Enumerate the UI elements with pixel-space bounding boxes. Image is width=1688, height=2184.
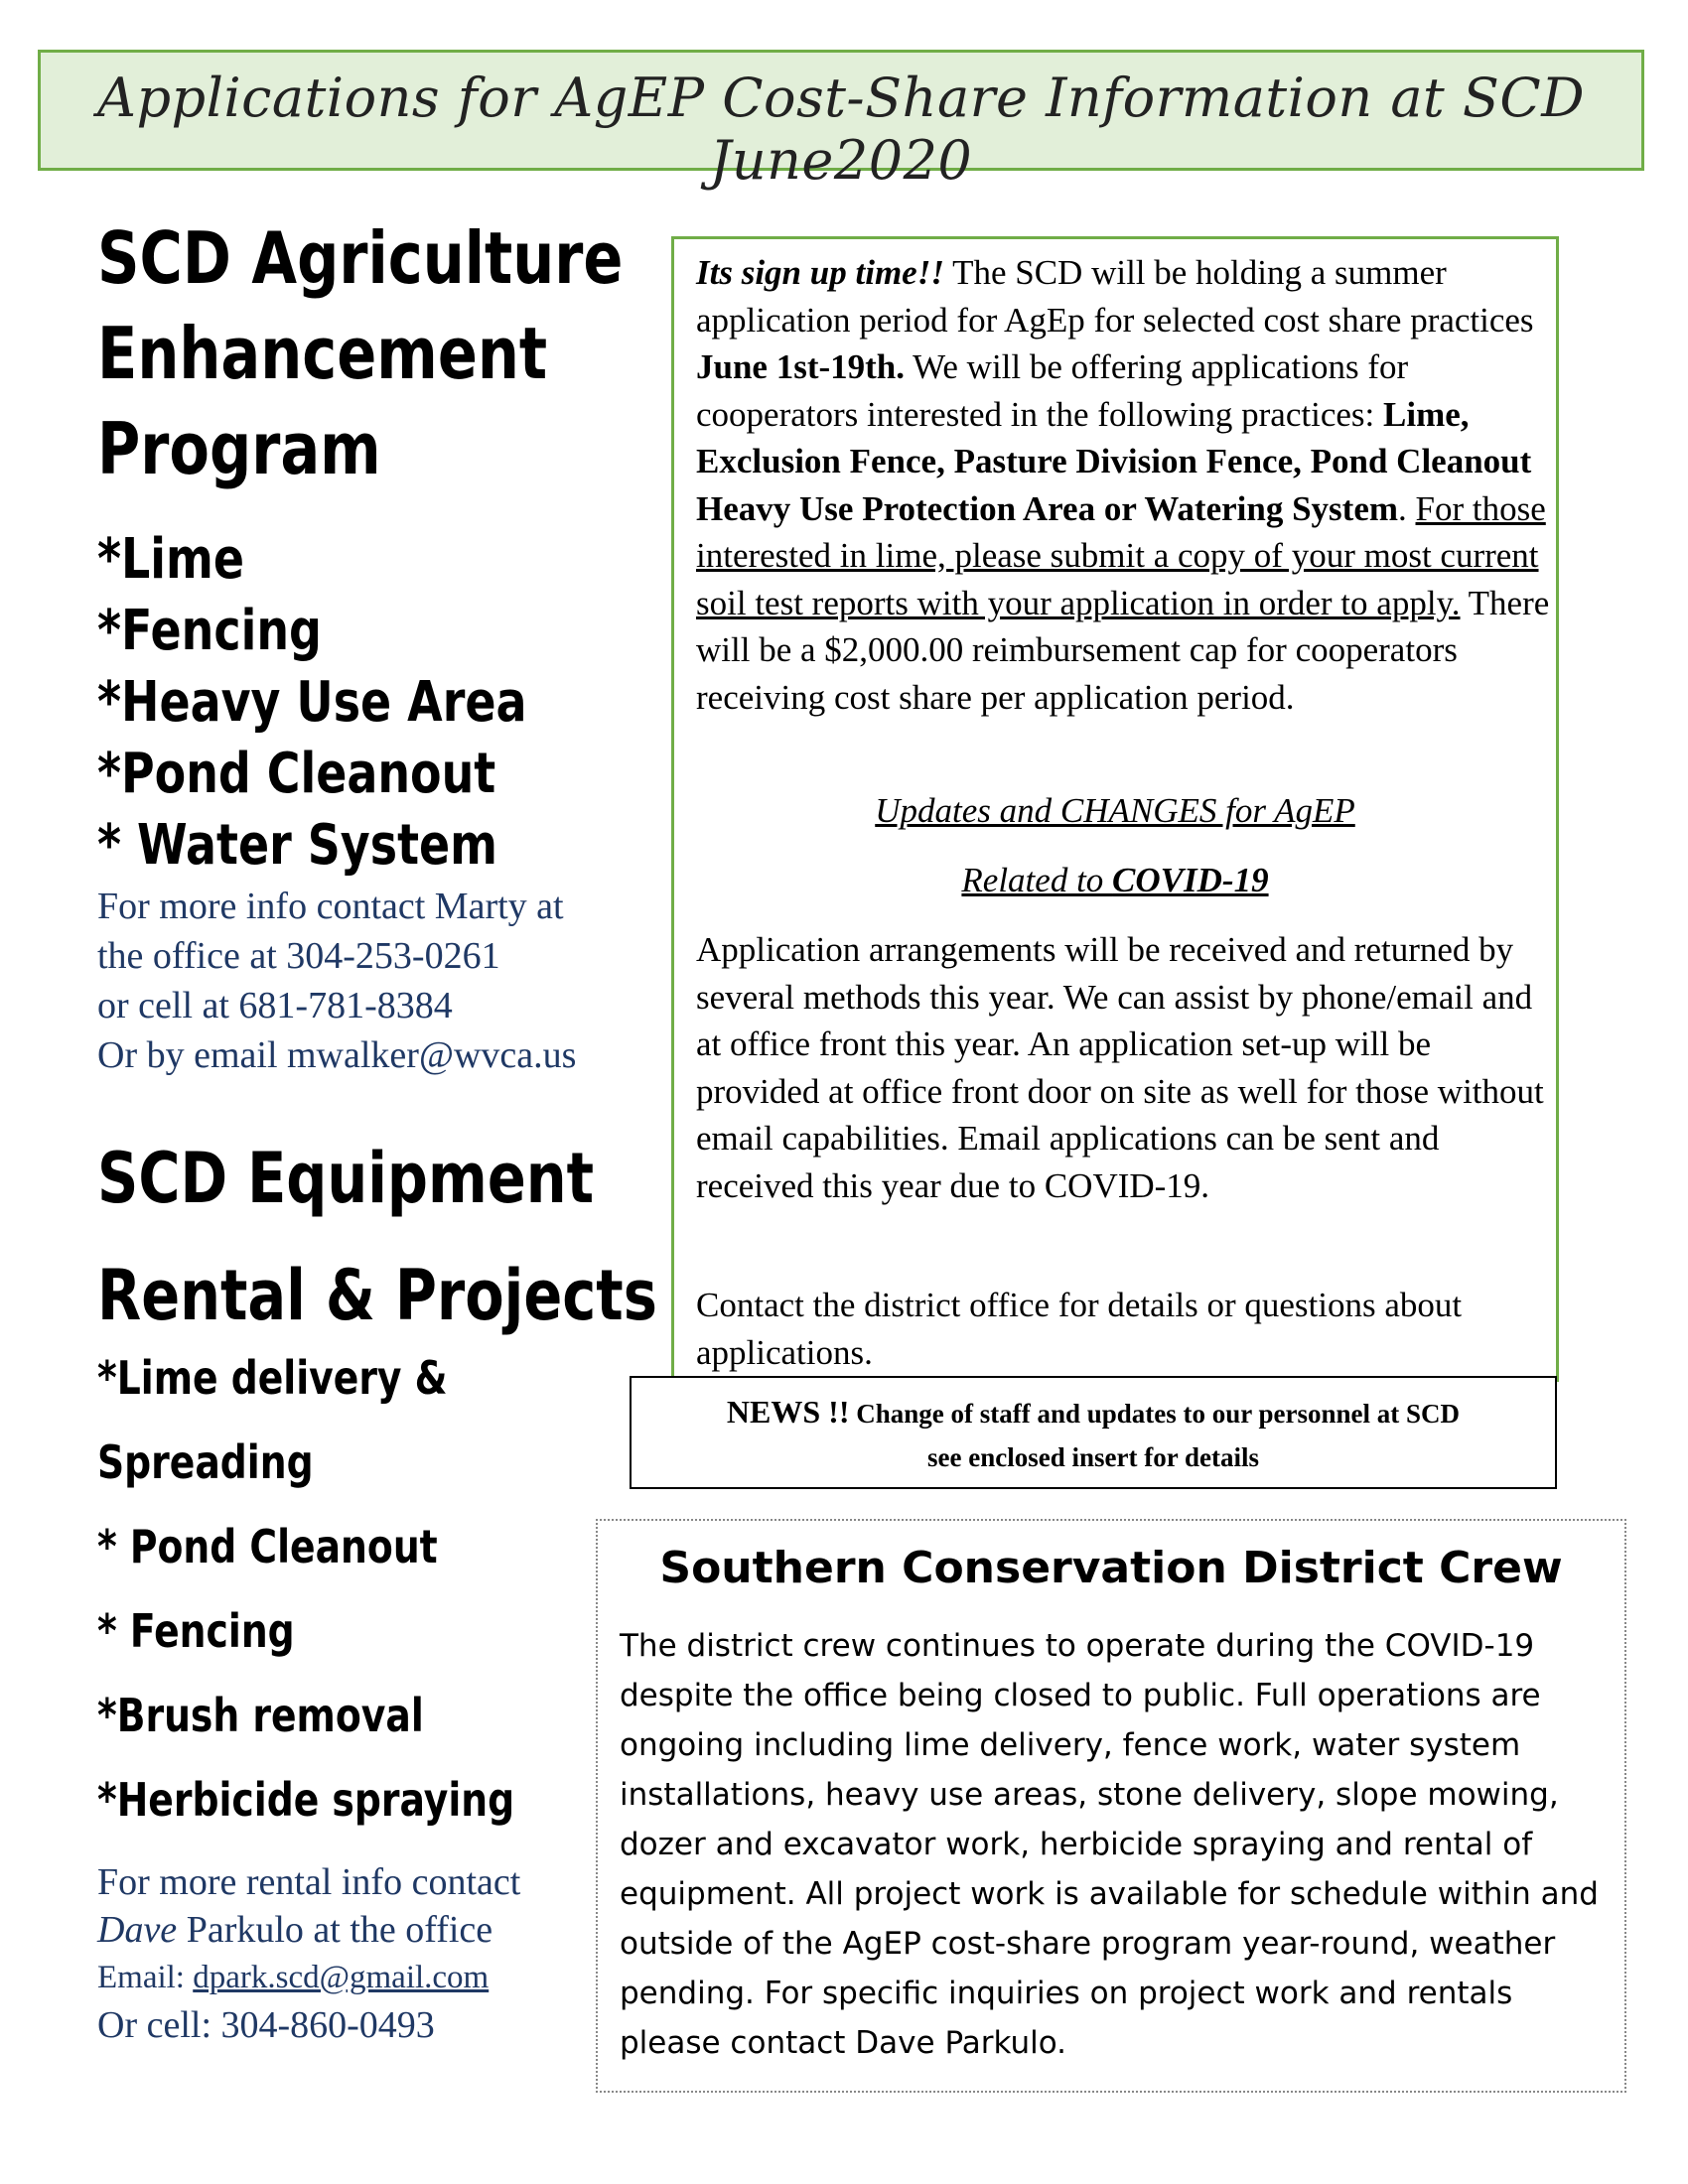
list-item: *Fencing	[97, 599, 322, 663]
application-arrangements-paragraph: Application arrangements will be received and returned by several methods this year. We can assist by phone/email and at office front this year. An application set-up will be provided at office front door on site as well for those without email capabilities. Email applications can be sent and received this year due to COVID-19.	[696, 930, 1544, 1205]
agep-heading-line: SCD Agriculture	[97, 216, 624, 300]
updates-heading: Updates and CHANGES for AgEP	[875, 791, 1355, 830]
contact-line: Dave Parkulo at the office	[97, 1909, 493, 1951]
covid-heading: Related to COVID-19	[961, 861, 1269, 899]
signup-paragraph: Its sign up time!! The SCD will be holding a summer application period for AgEp for selected cost share practices June 1st-19th. We will be offering applications for cooperators interested in the following practices: Lime, Exclusion Fence, Pasture Division Fence, Pond Cleanout Heavy Use Protection Area or Watering System. For those interested in lime, please submit a copy of your most current soil test reports with your application in order to apply. There will be a $2,000.00 reimbursement cap for cooperators receiving cost share per application period.	[696, 253, 1550, 717]
news-box	[630, 1376, 1557, 1489]
contact-line: For more info contact Marty at	[97, 886, 564, 927]
news-line: see enclosed insert for details	[927, 1442, 1259, 1472]
contact-line: or cell at 681-781-8384	[97, 985, 453, 1026]
crew-paragraph: The district crew continues to operate during the COVID-19 despite the office being closed to public. Full operations are ongoing including lime delivery, fence work, water system installations, heavy use areas, stone delivery, slope mowing, dozer and excavator work, herbicide spraying and rental of equipment. All project work is available for schedule within and outside of the AgEP cost-share program year-round, weather pending. For specific inquiries on project work and rentals please contact Dave Parkulo.	[620, 1628, 1599, 2061]
contact-line: the office at 304-253-0261	[97, 935, 500, 977]
contact-name: Dave	[97, 1909, 178, 1951]
equipment-project-list	[97, 1336, 514, 1843]
contact-line: For more rental info contact	[97, 1861, 521, 1903]
list-item: * Water System	[97, 813, 498, 878]
equipment-heading-line: Rental & Projects	[97, 1255, 657, 1336]
list-item: *Lime	[97, 527, 245, 592]
contact-line: Or by email mwalker@wvca.us	[97, 1034, 577, 1076]
email-link[interactable]: dpark.scd@gmail.com	[193, 1960, 490, 1995]
list-item: *Brush removal	[97, 1689, 424, 1742]
news-label: NEWS !!	[726, 1394, 850, 1430]
crew-title: Southern Conservation District Crew	[659, 1543, 1563, 1593]
list-item: *Pond Cleanout	[97, 742, 496, 806]
contact-district-paragraph: Contact the district office for details or questions about applications.	[696, 1286, 1463, 1372]
crew-box	[596, 1519, 1626, 2093]
agep-heading-line: Enhancement	[97, 312, 548, 395]
list-item: *Heavy Use Area	[97, 670, 527, 735]
email-line: Email: dpark.scd@gmail.com	[97, 1960, 490, 1995]
agep-practice-list	[97, 524, 526, 882]
equipment-heading	[97, 1120, 657, 1354]
equipment-heading-line: SCD Equipment	[97, 1138, 595, 1219]
list-item: *Herbicide spraying	[97, 1773, 515, 1827]
rental-contact	[97, 1858, 633, 2049]
list-item: Spreading	[97, 1435, 314, 1489]
agep-heading	[97, 210, 623, 496]
page-title: Applications for AgEP Cost-Share Information at SCD June2020	[96, 67, 1585, 192]
signup-box	[671, 236, 1559, 1382]
agep-heading-line: Program	[97, 407, 381, 490]
news-line: Change of staff and updates to our personnel at SCD	[849, 1399, 1461, 1429]
title-banner	[38, 50, 1644, 192]
cell-line: Or cell: 304-860-0493	[97, 2004, 435, 2046]
list-item: *Lime delivery &	[97, 1351, 448, 1405]
list-item: * Pond Cleanout	[97, 1520, 438, 1573]
list-item: * Fencing	[97, 1604, 295, 1658]
agep-contact	[97, 882, 653, 1080]
